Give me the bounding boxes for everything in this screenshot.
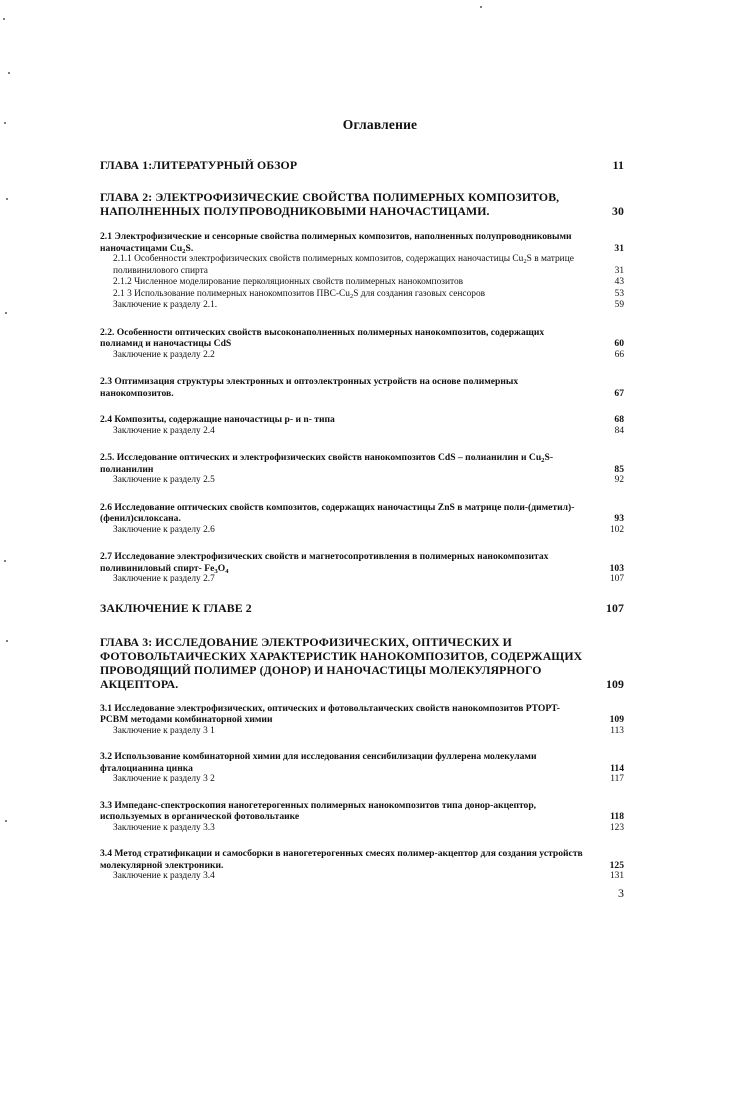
toc-entry-page: 43 (614, 277, 624, 287)
toc-entry-text: 3.1 Исследование электрофизических, оптических и фотовольтаических свойств нанокомпозитов PTOPT-PCBM методами комбинаторной химии (100, 702, 560, 725)
toc-entry-page: 84 (614, 425, 624, 436)
toc-entry-text: Заключение к разделу 3.4 (113, 871, 215, 881)
toc-entry-section-3-2 (100, 751, 624, 774)
scan-speck (6, 640, 8, 642)
toc-entry-page: 102 (609, 524, 624, 535)
toc-entry-page: 109 (606, 676, 624, 691)
page-title: Оглавление (342, 117, 418, 132)
table-of-contents (100, 158, 624, 883)
toc-entry-chapter-2 (100, 190, 624, 218)
toc-entry-section-conclusion (100, 726, 624, 738)
toc-entry-section-2-4 (100, 414, 624, 426)
toc-entry-section-2-6 (100, 502, 624, 525)
toc-entry-page: 131 (609, 871, 624, 881)
toc-entry-section-conclusion (100, 574, 624, 586)
toc-entry-page: 31 (614, 265, 624, 276)
toc-entry-section-2-7 (100, 551, 624, 574)
toc-entry-section-2-3 (100, 376, 624, 399)
toc-entry-section-2-1 (100, 231, 624, 254)
toc-entry-page: 85 (614, 463, 624, 475)
toc-entry-text: ГЛАВА 1:ЛИТЕРАТУРНЫЙ ОБЗОР (100, 158, 298, 172)
toc-entry-text: Заключение к разделу 3 1 (113, 725, 215, 736)
scan-speck (6, 198, 8, 200)
toc-entry-text: 2.2. Особенности оптических свойств высоконаполненных полимерных нанокомпозитов, содержащих полиамид и наночастицы CdS (100, 326, 545, 349)
toc-entry-text: 3.2 Использование комбинаторной химии для исследования сенсибилизации фуллерена молекулами фталоцианина цинка (100, 751, 537, 774)
toc-entry-text: 2.6 Исследование оптических свойств композитов, содержащих наночастицы ZnS в матрице поли-(диметил)- (фенил)силоксана. (100, 501, 575, 524)
toc-entry-text: Заключение к разделу 2.6 (113, 524, 215, 535)
scan-speck (480, 6, 482, 8)
toc-entry-text: 2.1.1 Особенности электрофизических свойств полимерных композитов, содержащих наночастицы $Cu_2S$ в матрице поливинилового спирта (113, 254, 574, 276)
scan-speck (8, 72, 10, 74)
toc-entry-page: 107 (609, 574, 624, 584)
toc-entry-text: 2.3 Оптимизация структуры электронных и оптоэлектронных устройств на основе полимерных нанокомпозитов. (100, 376, 519, 399)
toc-entry-page: 66 (614, 349, 624, 360)
toc-entry-chapter-2-conclusion (100, 601, 624, 615)
toc-entry-section-3-3 (100, 800, 624, 823)
toc-entry-text: 2.5. Исследование оптических и электрофизических свойств нанокомпозитов CdS – полианилин и $Cu_2S$-полианилин (100, 452, 554, 475)
toc-entry-subsection (100, 289, 624, 301)
toc-entry-text: Заключение к разделу 2.5 (113, 475, 215, 485)
toc-entry-page: 117 (610, 774, 624, 784)
toc-entry-text: 2.4 Композиты, содержащие наночастицы р- и n- типа (100, 414, 335, 425)
toc-entry-page: 53 (614, 288, 624, 299)
scan-speck (4, 122, 6, 124)
toc-entry-text: 2.1.2 Численное моделирование перколяционных свойств полимерных нанокомпозитов (113, 277, 464, 287)
toc-entry-text: 2.1 Электрофизические и сенсорные свойства полимерных композитов, наполненных полупроводниковыми наночастицами $Cu_2S$. (100, 231, 572, 255)
toc-entry-page: 30 (612, 204, 624, 218)
toc-entry-text: ГЛАВА 3: ИССЛЕДОВАНИЕ ЭЛЕКТРОФИЗИЧЕСКИХ, ОПТИЧЕСКИХ И ФОТОВОЛЬТАИЧЕСКИХ ХАРАКТЕРИСТИК НАНОКОМПОЗИТОВ, СОДЕРЖАЩИХ ПРОВОДЯЩИЙ ПОЛИМЕР (ДОНОР) И НАНОЧАСТИЦЫ МОЛЕКУЛЯРНОГО АКЦЕПТОРА. (100, 634, 583, 691)
toc-entry-page: 11 (612, 158, 624, 172)
toc-entry-page: 109 (609, 714, 624, 725)
toc-entry-text: Заключение к разделу 2.1. (113, 300, 218, 310)
scan-speck (3, 18, 5, 20)
toc-entry-page: 68 (614, 414, 624, 425)
toc-entry-section-conclusion (100, 871, 624, 883)
toc-entry-page: 31 (614, 242, 624, 254)
toc-entry-section-conclusion (100, 823, 624, 835)
toc-entry-page: 67 (614, 387, 624, 399)
scan-speck (5, 312, 7, 314)
toc-entry-section-2-5 (100, 452, 624, 475)
toc-entry-section-conclusion (100, 525, 624, 537)
toc-entry-chapter-1 (100, 158, 624, 172)
toc-entry-section-2-2 (100, 327, 624, 350)
toc-entry-page: 125 (609, 859, 624, 871)
toc-entry-page: 113 (610, 725, 624, 736)
toc-entry-page: 59 (614, 300, 624, 310)
toc-entry-section-conclusion (100, 475, 624, 487)
scan-speck (4, 560, 6, 562)
toc-entry-section-conclusion (100, 300, 624, 312)
toc-entry-section-conclusion (100, 426, 624, 438)
toc-entry-subsection (100, 277, 624, 289)
toc-entry-text: ГЛАВА 2: ЭЛЕКТРОФИЗИЧЕСКИЕ СВОЙСТВА ПОЛИМЕРНЫХ КОМПОЗИТОВ, НАПОЛНЕННЫХ ПОЛУПРОВОДНИКОВЫМИ НАНОЧАСТИЦАМИ. (100, 190, 560, 218)
toc-entry-section-3-1 (100, 703, 624, 726)
page-number: 3 (618, 886, 624, 900)
toc-entry-section-conclusion (100, 350, 624, 362)
toc-entry-text: Заключение к разделу 3 2 (113, 774, 215, 784)
toc-entry-page: 60 (614, 338, 624, 349)
toc-entry-text: ЗАКЛЮЧЕНИЕ К ГЛАВЕ 2 (100, 600, 252, 615)
toc-entry-text: Заключение к разделу 2.2 (113, 349, 215, 360)
toc-entry-text: Заключение к разделу 3.3 (113, 822, 215, 833)
toc-entry-text: Заключение к разделу 2.7 (113, 574, 215, 584)
toc-entry-page: 107 (606, 600, 624, 615)
toc-entry-text: Заключение к разделу 2.4 (113, 425, 215, 436)
toc-entry-page: 93 (614, 513, 624, 524)
toc-entry-page: 118 (610, 811, 624, 822)
toc-entry-text: 3.4 Метод стратификации и самосборки в наногетерогенных смесях полимер-акцептор для создания устройств молекулярной электроники. (100, 848, 583, 871)
toc-entry-text: 2.1 3 Использование полимерных нанокомпозитов ПВС-$Cu_2S$ для создания газовых сенсоров (113, 288, 486, 300)
toc-entry-page: 92 (614, 475, 624, 485)
toc-entry-text: 2.7 Исследование электрофизических свойств и магнетосопротивления в полимерных нанокомпозитах поливиниловый спирт- $Fe_3O_4$ (100, 551, 549, 575)
toc-entry-chapter-3 (100, 635, 624, 691)
toc-entry-page: 114 (610, 762, 624, 774)
scan-speck (5, 820, 7, 822)
toc-entry-subsection (100, 254, 624, 277)
toc-entry-page: 103 (609, 562, 624, 574)
toc-entry-text: 3.3 Импеданс-спектроскопия наногетерогенных полимерных нанокомпозитов типа донор-акцептор, используемых в органической фотовольтаике (100, 799, 537, 822)
toc-entry-section-3-4 (100, 848, 624, 871)
toc-entry-page: 123 (609, 822, 624, 833)
toc-entry-section-conclusion (100, 774, 624, 786)
